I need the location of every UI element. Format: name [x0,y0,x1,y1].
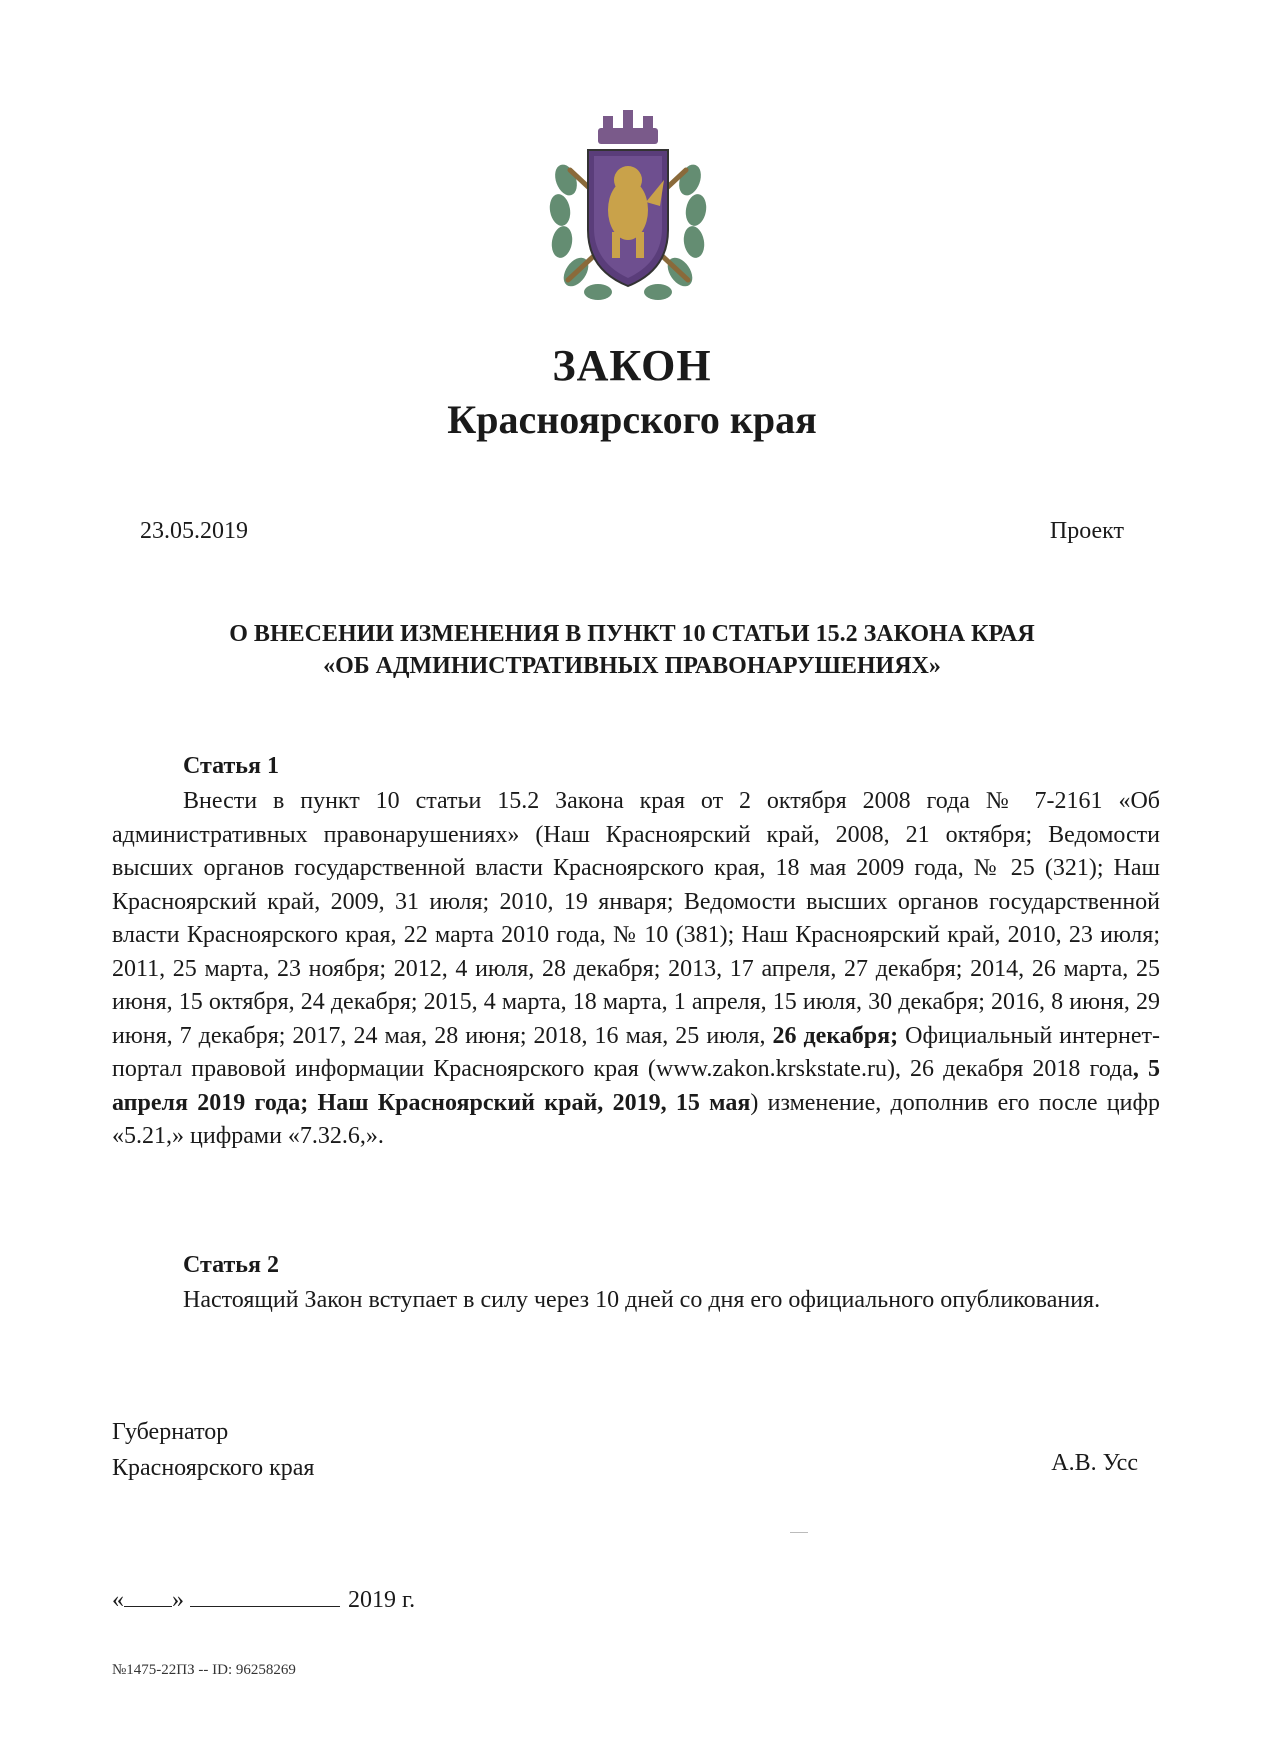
signatory-role-line-1: Губернатор [112,1419,229,1445]
scan-artifact [790,1532,808,1533]
article-1-text-c: Официальный интернет-портал правовой информации Красноярского края (www.zakon.krskstate.ru), 26 декабря 2018 года [112,1022,1160,1082]
close-quote: » [172,1587,184,1613]
document-heading [100,618,1164,682]
krasnoyarsk-coat-of-arms-icon [548,110,708,310]
article-2-title: Статья 2 [183,1252,279,1278]
law-subtitle: Красноярского края [447,397,817,442]
heading-line-2: «ОБ АДМИНИСТРАТИВНЫХ ПРАВОНАРУШЕНИЯХ» [323,653,941,679]
heading-line-1: О ВНЕСЕНИИ ИЗМЕНЕНИЯ В ПУНКТ 10 СТАТЬИ 15.2 ЗАКОНА КРАЯ [229,621,1035,647]
article-2-body: Настоящий Закон вступает в силу через 10 дней со дня его официального опубликования. [183,1287,1101,1313]
signing-date-line [112,1586,415,1614]
signing-year: 2019 г. [348,1587,416,1613]
article-1-text-b: 26 декабря; [772,1022,899,1049]
document-id: №1475-22ПЗ -- ID: 96258269 [112,1662,296,1678]
article-1-title: Статья 1 [183,753,279,779]
document-date: 23.05.2019 [140,518,248,544]
open-quote: « [112,1587,124,1613]
signatory-role-line-2: Красноярского края [112,1455,315,1481]
article-1-body [112,785,1160,1154]
article-1-text-d: , 5 апреля 2019 года; Наш Красноярский край, 2019, 15 мая [112,1056,1160,1116]
signatory-name: А.В. Усс [1051,1450,1138,1476]
month-blank [190,1586,340,1607]
article-1-text-a: Внести в пункт 10 статьи 15.2 Закона края от 2 октября 2008 года № 7-2161 «Об административных правонарушениях» (Наш Красноярский край, 2008, 21 октября; Ведомости высших органов государственной власти Красноярского края, 18 мая 2009 года, № 25 (321); Наш Красноярский край, 2009, 31 июля; 2010, 19 января; Ведомости высших органов государственной власти Красноярского края, 22 марта 2010 года, № 10 (381); Наш Красноярский край, 2010, 23 июля; 2011, 25 марта, 23 ноября; 2012, 4 июля, 28 декабря; 2013, 17 апреля, 27 декабря; 2014, 26 марта, 25 июня, 15 октября, 24 декабря; 2015, 4 марта, 18 марта, 1 апреля, 15 июля, 30 декабря; 2016, 8 июня, 29 июня, 7 декабря; 2017, 24 мая, 28 июня; 2018, 16 мая, 25 июля, [112,788,1160,1049]
article-1-text-e: ) изменение, дополнив его после цифр «5.21,» цифрами «7.32.6,». [112,1089,1160,1149]
document-status: Проект [1049,518,1124,544]
signatory-role [112,1414,314,1486]
day-blank [124,1586,172,1607]
law-title: ЗАКОН [552,341,712,390]
